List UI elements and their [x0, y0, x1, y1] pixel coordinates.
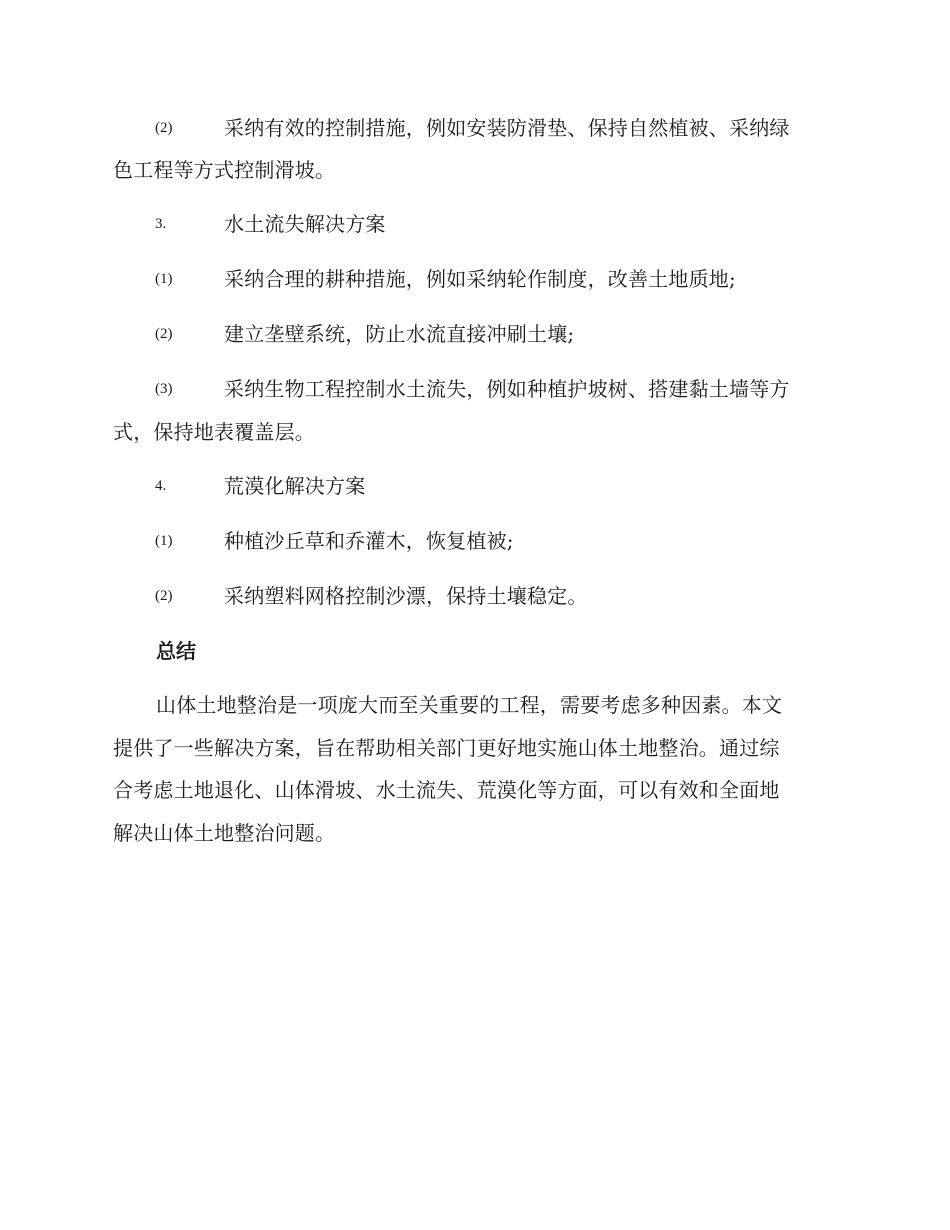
list-item-text-continued: 式，保持地表覆盖层。 [113, 420, 315, 444]
list-item-text: 采纳有效的控制措施，例如安装防滑垫、保持自然植被、采纳绿 [224, 116, 790, 140]
list-number: (2) [155, 120, 173, 136]
list-item-text: 采纳塑料网格控制沙漂，保持土壤稳定。 [224, 584, 588, 608]
summary-paragraph-line: 山体土地整治是一项庞大而至关重要的工程，需要考虑多种因素。本文 [156, 693, 783, 717]
summary-paragraph-line: 合考虑土地退化、山体滑坡、水土流失、荒漠化等方面，可以有效和全面地 [113, 778, 780, 802]
list-number: (2) [155, 326, 173, 342]
section-title: 荒漠化解决方案 [224, 474, 366, 498]
list-item-text: 采纳生物工程控制水土流失，例如种植护坡树、搭建黏土墙等方 [224, 377, 790, 401]
list-item-text-continued: 色工程等方式控制滑坡。 [113, 158, 336, 182]
section-title: 水土流失解决方案 [224, 212, 386, 236]
summary-paragraph-line: 提供了一些解决方案，旨在帮助相关部门更好地实施山体土地整治。通过综 [113, 736, 780, 760]
section-number: 3. [155, 216, 167, 232]
list-item-text: 种植沙丘草和乔灌木，恢复植被; [224, 529, 514, 553]
summary-paragraph-line: 解决山体土地整治问题。 [113, 821, 336, 845]
section-number: 4. [155, 478, 167, 494]
list-number: (1) [155, 533, 173, 549]
list-number: (3) [155, 381, 173, 397]
list-number: (1) [155, 271, 173, 287]
summary-heading: 总结 [156, 639, 196, 663]
list-number: (2) [155, 588, 173, 604]
list-item-text: 采纳合理的耕种措施，例如采纳轮作制度，改善土地质地; [224, 267, 736, 291]
list-item-text: 建立垄壁系统，防止水流直接冲刷土壤; [224, 322, 575, 346]
